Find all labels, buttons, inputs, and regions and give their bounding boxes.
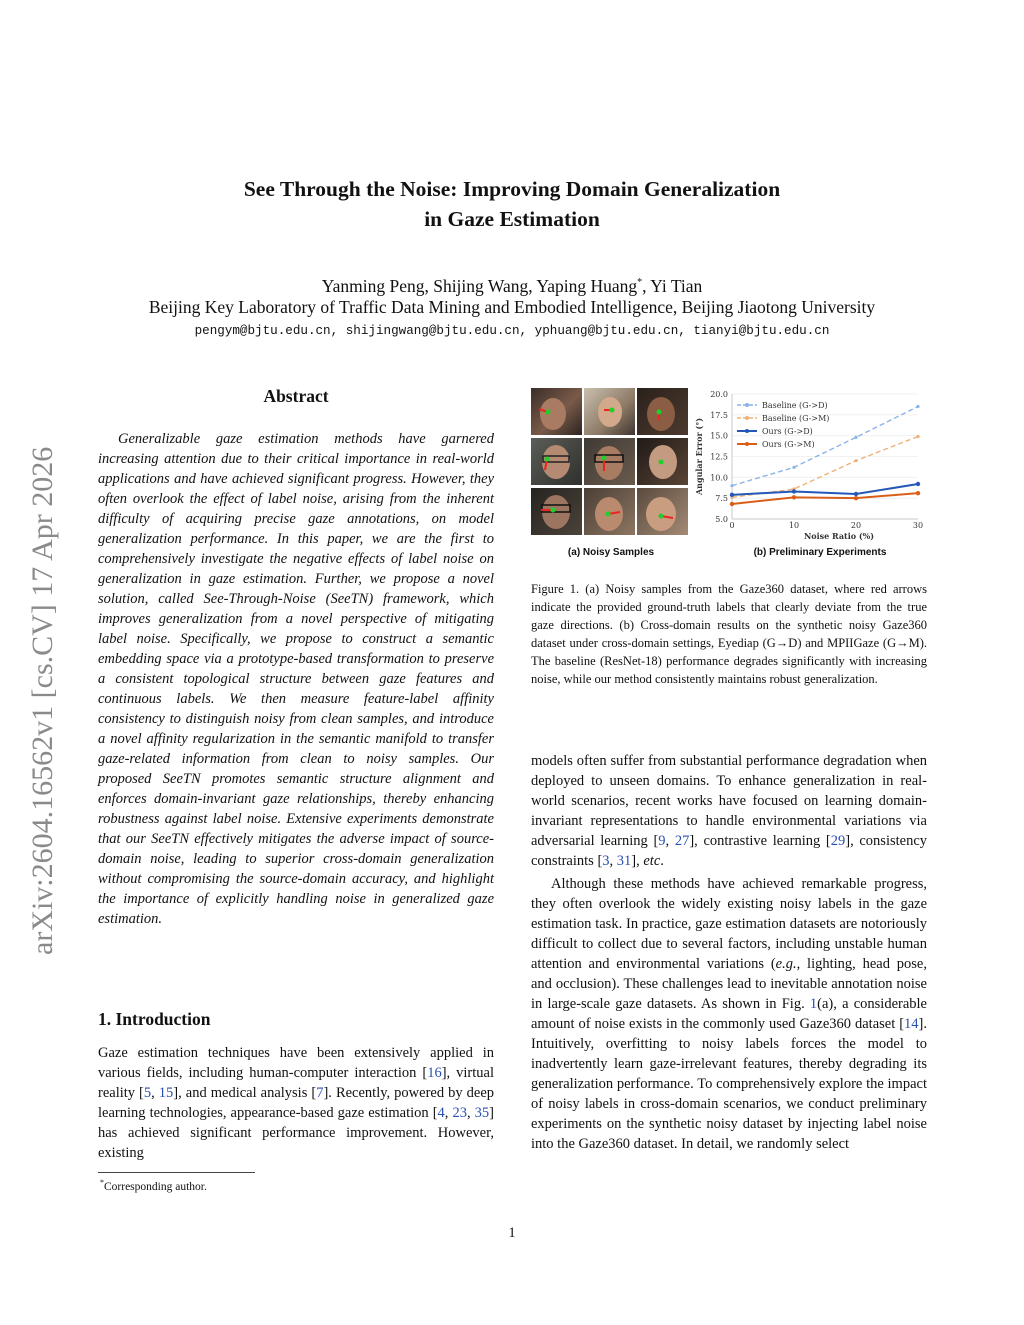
face-sample-image bbox=[584, 388, 635, 435]
data-point bbox=[854, 436, 857, 439]
footnote: *Corresponding author. bbox=[100, 1178, 207, 1193]
face-sample-image bbox=[637, 388, 688, 435]
citation-link[interactable]: 35 bbox=[474, 1105, 490, 1121]
legend-marker bbox=[745, 403, 749, 407]
legend-marker bbox=[745, 429, 749, 433]
series-line bbox=[732, 484, 918, 495]
right-paragraph-2: Although these methods have achieved remarkable progress, they often overlook the widely existing noisy labels in the gaze estimation task. In practice, gaze estimation datasets are notoriously difficult to collect due to several factors, including unstable human attention and environmental variations (e.g., lighting, head pose, and occlusion). These challenges lead to inevitable annotation noise in large-scale gaze datasets. As shown in Fig. 1(a), a considerable amount of noise exists in the commonly used Gaze360 dataset [14]. Intuitively, overfitting to noisy labels forces the model to inadvertently learn gaze-irrelevant features, thereby degrading its generalization performance. To comprehensively explore the impact of noisy labels in cross-domain scenarios, we conduct preliminary experiments on the synthetic noisy dataset by injecting label noise into the Gaze360 dataset. In detail, we randomly select bbox=[531, 876, 927, 1152]
y-tick-label: 15.0 bbox=[710, 431, 728, 441]
y-tick-label: 10.0 bbox=[710, 473, 728, 483]
face-sample-image bbox=[584, 438, 635, 485]
data-point bbox=[792, 489, 796, 493]
x-tick-label: 30 bbox=[912, 521, 924, 530]
citation-link[interactable]: 29 bbox=[830, 833, 846, 849]
data-point bbox=[792, 466, 795, 469]
data-point bbox=[792, 495, 796, 499]
data-point bbox=[730, 502, 734, 506]
author-list: Yanming Peng, Shijing Wang, Yaping Huang*, Yi Tian bbox=[321, 275, 703, 296]
figure-caption: Figure 1. (a) Noisy samples from the Gaze360 dataset, where red arrows indicate the provided ground-truth labels that clearly deviate from the true gaze directions. (b) Cross-domain results on the synthetic noisy Gaze360 dataset under cross-domain settings, Eyediap (G→D) and MPIIGaze (G→M). The baseline (ResNet-18) performance degrades significantly with increasing noise, while our method consistently maintains robust generalization. bbox=[531, 582, 927, 686]
abstract-heading: Abstract bbox=[263, 386, 329, 406]
page-number: 1 bbox=[508, 1225, 516, 1241]
y-tick-label: 20.0 bbox=[710, 390, 728, 399]
citation-link[interactable]: 31 bbox=[616, 853, 632, 869]
title-line-2: in Gaze Estimation bbox=[424, 207, 600, 231]
data-point bbox=[730, 493, 734, 497]
citation-link[interactable]: 5 bbox=[143, 1085, 152, 1101]
data-point bbox=[916, 405, 919, 408]
citation-link[interactable]: 3 bbox=[602, 853, 610, 869]
paper-title bbox=[0, 174, 1024, 234]
data-point bbox=[854, 496, 858, 500]
x-axis-label: Noise Ratio (%) bbox=[803, 531, 875, 541]
title-line-1: See Through the Noise: Improving Domain Generalization bbox=[243, 177, 781, 201]
x-tick-label: 20 bbox=[850, 521, 862, 530]
x-tick-label: 0 bbox=[729, 521, 735, 530]
data-point bbox=[854, 459, 857, 462]
preliminary-experiments-chart bbox=[690, 384, 930, 544]
data-point bbox=[854, 492, 858, 496]
citation-link[interactable]: 4 bbox=[437, 1105, 445, 1121]
data-point bbox=[916, 482, 920, 486]
legend-label: Baseline (G->D) bbox=[762, 401, 828, 410]
y-tick-label: 12.5 bbox=[710, 452, 728, 462]
citation-link[interactable]: 27 bbox=[674, 833, 690, 849]
series-line bbox=[732, 493, 918, 504]
y-tick-label: 5.0 bbox=[715, 515, 728, 524]
figure-reference-link[interactable]: 1 bbox=[809, 996, 818, 1012]
legend-label: Ours (G->D) bbox=[762, 427, 813, 436]
subfigure-b-label: (b) Preliminary Experiments bbox=[753, 547, 887, 558]
arxiv-stamp bbox=[22, 370, 60, 960]
author-emails: pengym@bjtu.edu.cn, shijingwang@bjtu.edu.cn, yphuang@bjtu.edu.cn, tianyi@bjtu.edu.cn bbox=[194, 324, 830, 338]
arxiv-id: arXiv:2604.16562v1 [cs.CV] 17 Apr 2026 bbox=[26, 446, 59, 955]
abstract-text: Generalizable gaze estimation methods have garnered increasing attention due to their critical importance in real-world applications and have achieved significant progress. However, they often overlook the effect of label noise, arising from the inherent difficulty of acquiring precise gaze annotations, on model generalization performance. In this paper, we are the first to comprehensively investigate the negative effects of label noise on generalization in gaze estimation. Further, we propose a novel solution, called See-Through-Noise (SeeTN) framework, which improves generalization from a novel perspective of mitigating label noise. Specifically, we propose to construct a semantic embedding space via a prototype-based transformation to preserve a consistent topological structure between gaze features and continuous labels. We then measure feature-label affinity consistency to distinguish noisy from clean samples, and introduce a novel affinity regularization in the semantic manifold to transfer gaze-related information from clean to noisy samples. Our proposed SeeTN promotes semantic structure alignment and enforces domain-invariant gaze relationships, thereby enhancing robustness against label noise. Extensive experiments demonstrate that our SeeTN effectively mitigates the adverse impact of source-domain noise, leading to superior cross-domain generalization without compromising the source-domain accuracy, and highlight the importance of explicitly handling noise in generalized gaze estimation. bbox=[98, 431, 494, 927]
face-sample-image bbox=[531, 438, 582, 485]
subfigure-a-label: (a) Noisy Samples bbox=[567, 547, 655, 558]
x-tick-label: 10 bbox=[788, 521, 800, 530]
face-sample-image bbox=[531, 488, 582, 535]
legend-marker bbox=[745, 416, 749, 420]
citation-link[interactable]: 14 bbox=[904, 1016, 919, 1032]
citation-link[interactable]: 9 bbox=[658, 833, 666, 849]
legend-label: Ours (G->M) bbox=[762, 440, 815, 449]
citation-link[interactable]: 16 bbox=[427, 1065, 442, 1081]
y-tick-label: 7.5 bbox=[715, 494, 728, 504]
corresponding-mark: * bbox=[637, 277, 643, 288]
section-heading-introduction: 1. Introduction bbox=[98, 1009, 211, 1029]
face-sample-image bbox=[531, 388, 582, 435]
data-point bbox=[916, 435, 919, 438]
legend-marker bbox=[745, 442, 749, 446]
y-tick-label: 17.5 bbox=[710, 410, 728, 420]
face-sample-image bbox=[584, 488, 635, 535]
face-sample-image bbox=[637, 438, 688, 485]
right-paragraph-1: models often suffer from substantial performance degradation when deployed to unseen domains. To enhance generalization in real-world scenarios, recent works have focused on learning domain-invariant representations to handle environmental variations via adversarial learning [9, 27], contrastive learning [29], consistency constraints [3, 31], etc. bbox=[531, 753, 928, 869]
data-point bbox=[730, 484, 733, 487]
citation-link[interactable]: 15 bbox=[158, 1085, 174, 1101]
face-sample-image bbox=[637, 488, 688, 535]
data-point bbox=[916, 491, 920, 495]
legend-label: Baseline (G->M) bbox=[762, 414, 830, 423]
footnote-rule bbox=[98, 1172, 255, 1173]
intro-paragraph: Gaze estimation techniques have been extensively applied in various fields, including human-computer interaction [16], virtual reality [5, 15], and medical analysis [7]. Recently, powered by deep learning technologies, appearance-based gaze estimation [4, 23, 35] has achieved significant performance improvement. However, existing bbox=[98, 1045, 495, 1161]
affiliation: Beijing Key Laboratory of Traffic Data Mining and Embodied Intelligence, Beijing Jiaotong University bbox=[148, 297, 876, 317]
citation-link[interactable]: 7 bbox=[316, 1085, 324, 1101]
citation-link[interactable]: 23 bbox=[452, 1105, 467, 1121]
noisy-samples-grid bbox=[531, 388, 688, 536]
y-axis-label: Angular Error (°) bbox=[694, 417, 704, 496]
